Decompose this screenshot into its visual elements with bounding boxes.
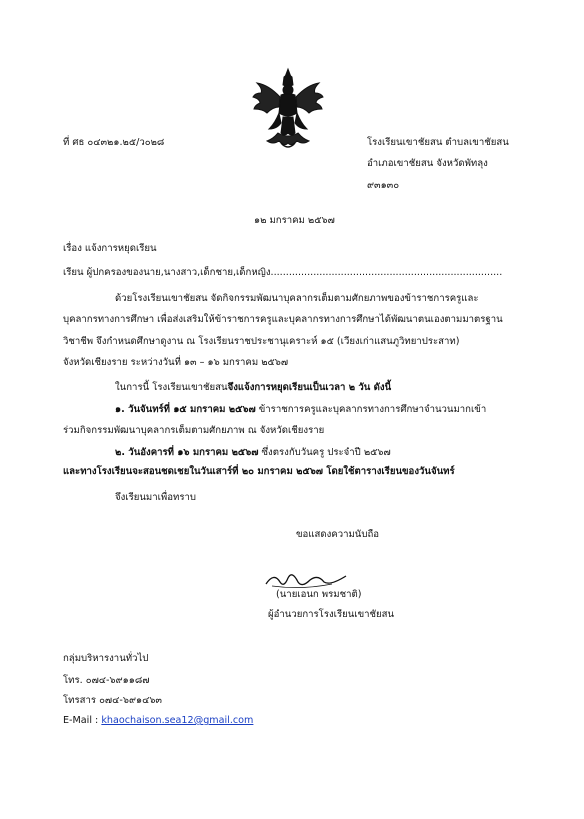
reference-number: ที่ ศธ ๐๔๓๒๑.๒๕/ว๐๒๘ (63, 137, 165, 148)
signer-position: ผู้อำนวยการโรงเรียนเขาชัยสน (268, 609, 395, 620)
regards-text: ขอแสดงความนับถือ (296, 529, 380, 540)
closure-item-2-date: ๒. วันอังคารที่ ๑๖ มกราคม ๒๕๖๗ (115, 447, 259, 458)
closure-item-2 (115, 446, 391, 459)
body-paragraph-1-line-1: ด้วยโรงเรียนเขาชัยสน จัดกิจกรรมพัฒนาบุคลากรเต็มตามศักยภาพของข้าราชการครูและ (115, 293, 479, 304)
closure-item-1-date: ๑. วันจันทร์ที่ ๑๕ มกราคม ๒๕๖๗ (115, 404, 256, 415)
body-paragraph-1-line-4: จังหวัดเชียงราย ระหว่างวันที่ ๑๓ – ๑๖ มกราคม ๒๕๖๗ (63, 357, 289, 368)
recipient-line: เรียน ผู้ปกครองของนาย,นางสาว,เด็กชาย,เด็กหญิง............................................................................ (63, 267, 503, 278)
department-name: กลุ่มบริหารงานทั่วไป (63, 653, 149, 664)
closing-request: จึงเรียนมาเพื่อทราบ (115, 492, 196, 503)
phone-number: โทร. ๐๗๔-๖๙๑๑๘๗ (63, 675, 150, 686)
signer-name: (นายเอนก พรมชาติ) (276, 589, 362, 600)
body-paragraph-1-line-2: บุคลากรทางการศึกษา เพื่อส่งเสริมให้ข้าราชการครูและบุคลากรทางการศึกษาได้พัฒนาตนเองตามมาตรฐาน (63, 314, 503, 325)
garuda-emblem-icon (251, 67, 325, 151)
school-address-line-2: อำเภอเขาชัยสน จังหวัดพัทลุง (367, 158, 488, 169)
closure-item-2-reason: ซึ่งตรงกับวันครู ประจำปี ๒๕๖๗ (258, 447, 391, 458)
announcement-plain: ในการนี้ โรงเรียนเขาชัยสน (115, 382, 228, 393)
postal-code: ๙๓๑๓๐ (367, 180, 400, 191)
email-line (63, 714, 253, 727)
closure-item-1 (115, 403, 486, 416)
email-link[interactable]: khaochaison.sea12@gmail.com (101, 715, 254, 726)
announcement-bold: จึงแจ้งการหยุดเรียนเป็นเวลา ๒ วัน ดังนี้ (227, 382, 392, 393)
makeup-class-line: และทางโรงเรียนจะสอนชดเชยในวันเสาร์ที่ ๒๐ มกราคม ๒๕๖๗ โดยใช้ตารางเรียนของวันจันทร์ (63, 466, 455, 477)
fax-number: โทรสาร ๐๗๔-๖๙๑๔๖๓ (63, 695, 162, 706)
closure-item-1-line-2: ร่วมกิจกรรมพัฒนาบุคลากรเต็มตามศักยภาพ ณ จังหวัดเชียงราย (63, 425, 325, 436)
body-paragraph-1-line-3: วิชาชีพ จึงกำหนดศึกษาดูงาน ณ โรงเรียนราชประชานุเคราะห์ ๑๕ (เวียงเก่าแสนภูวิทยาประสาท) (63, 336, 460, 347)
handwritten-signature (262, 568, 350, 590)
letter-date: ๑๒ มกราคม ๒๕๖๗ (254, 215, 335, 226)
email-label: E-Mail : (63, 715, 102, 726)
closure-item-1-reason: ข้าราชการครูและบุคลากรทางการศึกษาจำนวนมากเข้า (255, 404, 487, 415)
subject-line: เรื่อง แจ้งการหยุดเรียน (63, 243, 157, 254)
announcement-line (115, 381, 391, 394)
school-address-line-1: โรงเรียนเขาชัยสน ตำบลเขาชัยสน (367, 137, 509, 148)
